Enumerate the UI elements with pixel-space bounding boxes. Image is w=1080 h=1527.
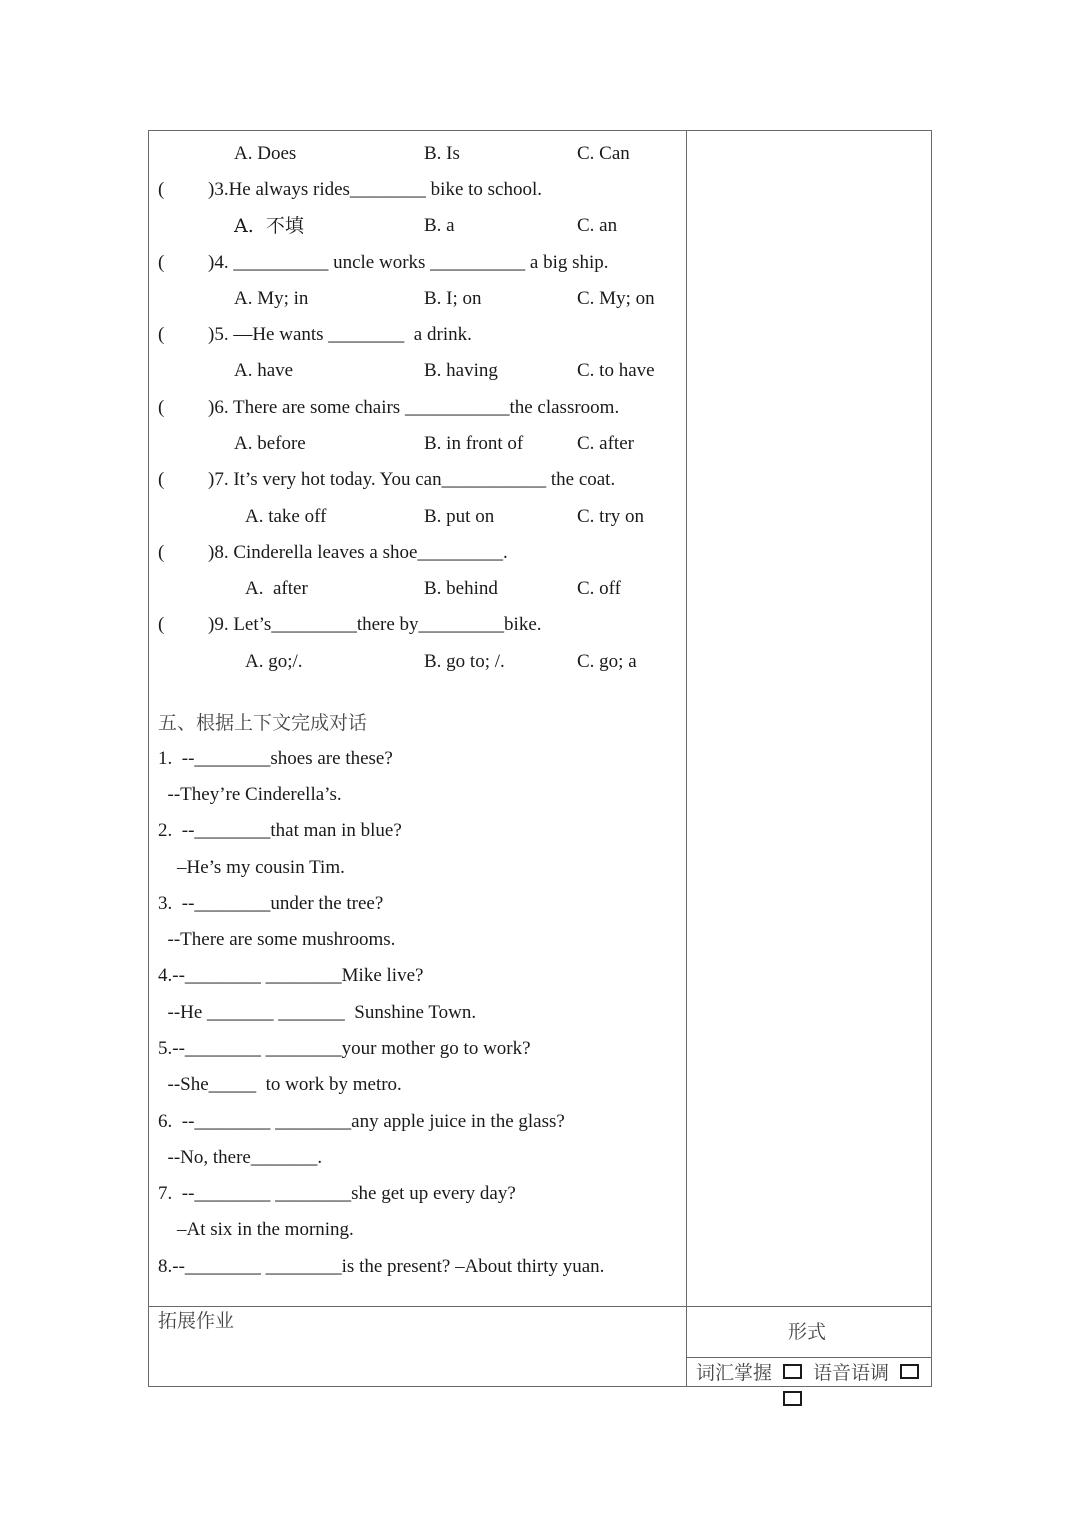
extension-homework-label: 拓展作业	[158, 1310, 235, 1332]
q4-option-a: A. My; in	[234, 288, 309, 309]
section5-title: 五、根据上下文完成对话	[158, 712, 368, 734]
phonetics-label: 语音语调	[813, 1362, 890, 1384]
q2-option-b: B. Is	[424, 143, 460, 164]
q3-stem: )3.He always rides________ bike to school.	[208, 179, 543, 200]
q6-stem: )6. There are some chairs ___________the classroom.	[208, 397, 620, 418]
dialog-line: 3. --________under the tree?	[158, 893, 384, 914]
dialog-line: –At six in the morning.	[158, 1219, 354, 1240]
q7-option-c: C. try on	[577, 506, 645, 527]
dialog-line: –He’s my cousin Tim.	[158, 857, 345, 878]
q4-option-c: C. My; on	[577, 288, 655, 309]
dialog-line: 1. --________shoes are these?	[158, 748, 393, 769]
q9-paren: (	[158, 614, 165, 635]
q5-option-c: C. to have	[577, 360, 655, 381]
q7-stem: )7. It’s very hot today. You can___________ the coat.	[208, 469, 616, 490]
dialog-line: 7. --________ ________she get up every day?	[158, 1183, 516, 1204]
q9-stem: )9. Let’s_________there by_________bike.	[208, 614, 542, 635]
q5-option-a: A. have	[234, 360, 294, 381]
q6-paren: (	[158, 397, 165, 418]
q2-option-c: C. Can	[577, 143, 630, 164]
dialog-line: --She_____ to work by metro.	[158, 1074, 402, 1095]
q8-option-a: A. after	[245, 578, 308, 599]
q9-option-c: C. go; a	[577, 651, 637, 672]
q4-paren: (	[158, 252, 165, 273]
phonetics-checkbox[interactable]	[900, 1364, 919, 1379]
q9-option-b: B. go to; /.	[424, 651, 505, 672]
dialog-line: 6. --________ ________any apple juice in the glass?	[158, 1111, 565, 1132]
q6-option-b: B. in front of	[424, 433, 524, 454]
dialog-line: 2. --________that man in blue?	[158, 820, 402, 841]
q8-stem: )8. Cinderella leaves a shoe_________.	[208, 542, 508, 563]
row-divider	[149, 1306, 931, 1307]
dialog-line: 5.--________ ________your mother go to work?	[158, 1038, 531, 1059]
q6-option-a: A. before	[234, 433, 306, 454]
q7-paren: (	[158, 469, 165, 490]
vocab-label: 词汇掌握	[696, 1362, 773, 1384]
column-divider	[686, 131, 687, 1386]
q8-paren: (	[158, 542, 165, 563]
q3-option-b: B. a	[424, 215, 455, 236]
q3-option-c: C. an	[577, 215, 618, 236]
dialog-line: 8.--________ ________is the present? –About thirty yuan.	[158, 1256, 605, 1277]
form-label: 形式	[788, 1321, 827, 1343]
dialog-line: --No, there_______.	[158, 1147, 323, 1168]
dialog-line: --There are some mushrooms.	[158, 929, 396, 950]
q5-paren: (	[158, 324, 165, 345]
dialog-line: --They’re Cinderella’s.	[158, 784, 342, 805]
dialog-line: 4.--________ ________Mike live?	[158, 965, 424, 986]
q4-stem: )4. __________ uncle works __________ a big ship.	[208, 252, 609, 273]
q8-option-c: C. off	[577, 578, 621, 599]
q5-option-b: B. having	[424, 360, 498, 381]
q7-option-b: B. put on	[424, 506, 495, 527]
q6-option-c: C. after	[577, 433, 634, 454]
vocab-checkbox[interactable]	[783, 1364, 802, 1379]
extra-checkbox[interactable]	[783, 1391, 802, 1406]
form-row-divider	[686, 1357, 932, 1358]
q9-option-a: A. go;/.	[245, 651, 303, 672]
q2-option-a: A. Does	[234, 143, 297, 164]
q4-option-b: B. I; on	[424, 288, 482, 309]
q3-option-a: A. 不填	[234, 215, 304, 237]
q3-paren: (	[158, 179, 165, 200]
q5-stem: )5. —He wants ________ a drink.	[208, 324, 472, 345]
q7-option-a: A. take off	[245, 506, 327, 527]
q8-option-b: B. behind	[424, 578, 498, 599]
dialog-line: --He _______ _______ Sunshine Town.	[158, 1002, 477, 1023]
